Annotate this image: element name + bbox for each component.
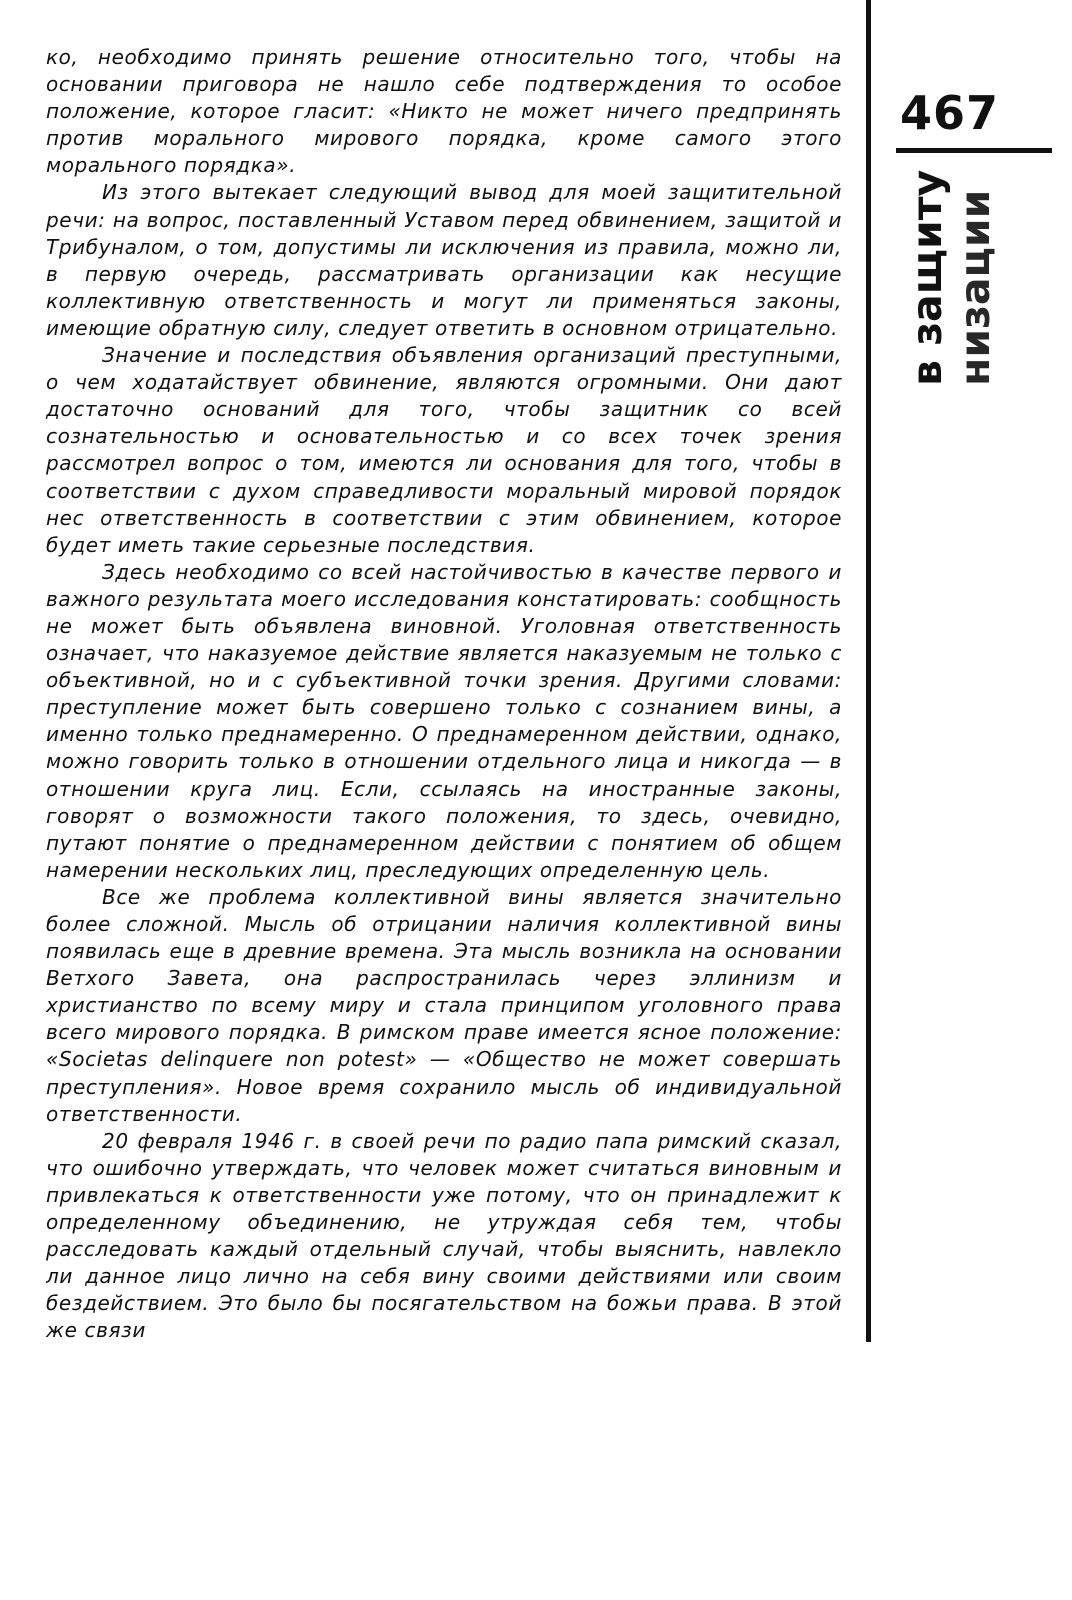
running-title-vertical	[903, 170, 999, 386]
paragraph-6: 20 февраля 1946 г. в своей речи по радио папа римский сказал, что ошибочно утверждать, что человек может считаться виновным и привлекаться к ответственности уже потому, что он принадлежит к определенному объединению, не утруждая себя тем, чтобы расследовать каждый отдельный случай, чтобы выяснить, навлекло ли данное лицо лично на себя вину своими действиями или своим бездействием. Это было бы посягательством на божьи права. В этой же связи	[46, 1128, 842, 1343]
running-title-line-2: низации	[951, 189, 999, 386]
paragraph-4: Здесь необходимо со всей настойчивостью в качестве первого и важного результата моего исследования констатировать: сообщность не может быть объявлена виновной. Уголовная ответственность означает, что наказуемое действие является наказуемым не только с объективной, но и с субъективной точки зрения. Другими словами: преступление может быть совершено только с сознанием вины, а именно только преднамеренно. О преднамеренном действии, однако, можно говорить только в отношении отдельного лица и никогда — в отношении круга лиц. Если, ссылаясь на иностранные законы, говорят о возможности такого положения, то здесь, очевидно, путают понятие о преднамеренном действии с понятием об общем намерении нескольких лиц, преследующих определенную цель.	[46, 559, 842, 882]
paragraph-1: ко, необходимо принять решение относительно того, чтобы на основании приговора не нашло себе подтверждения то особое положение, которое гласит: «Никто не может ничего предпринять против морального мирового порядка, кроме самого этого морального порядка».	[46, 45, 842, 178]
page-number: 467	[900, 86, 1000, 140]
paragraph-2: Из этого вытекает следующий вывод для моей защитительной речи: на вопрос, поставленный Уставом перед обвинением, защитой и Трибуналом, о том, допустимы ли исключения из правила, можно ли, в первую очередь, рассматривать организации как несущие коллективную ответственность и могут ли применяться законы, имеющие обратную силу, следует ответить в основном отрицательно.	[46, 180, 842, 340]
running-title-line-1: в защиту	[903, 169, 951, 386]
margin-rule-horizontal	[896, 148, 1052, 153]
paragraph-3: Значение и последствия объявления организаций преступными, о чем ходатайствует обвинение, являются огромными. Они дают достаточно оснований для того, чтобы защитник со всей сознательностью и основательностью и со всех точек зрения рассмотрел вопрос о том, имеются ли основания для того, чтобы в соответствии с духом справедливости моральный мировой порядок нес ответственность в соответствии с этим обвинением, которое будет иметь такие серьезные последствия.	[46, 343, 842, 557]
margin-rule-vertical	[866, 0, 871, 1342]
body-text	[46, 44, 842, 1345]
paragraph-5: Все же проблема коллективной вины является значительно более сложной. Мысль об отрицании наличия коллективной вины появилась еще в древние времена. Эта мысль возникла на основании Ветхого Завета, она распространилась через эллинизм и христианство по всему миру и стала принципом уголовного права всего мирового порядка. В римском праве имеется ясное положение: «Societas delinquere non potest» — «Общество не может совершать преступления». Новое время сохранило мысль об индивидуальной ответственности.	[46, 884, 842, 1126]
